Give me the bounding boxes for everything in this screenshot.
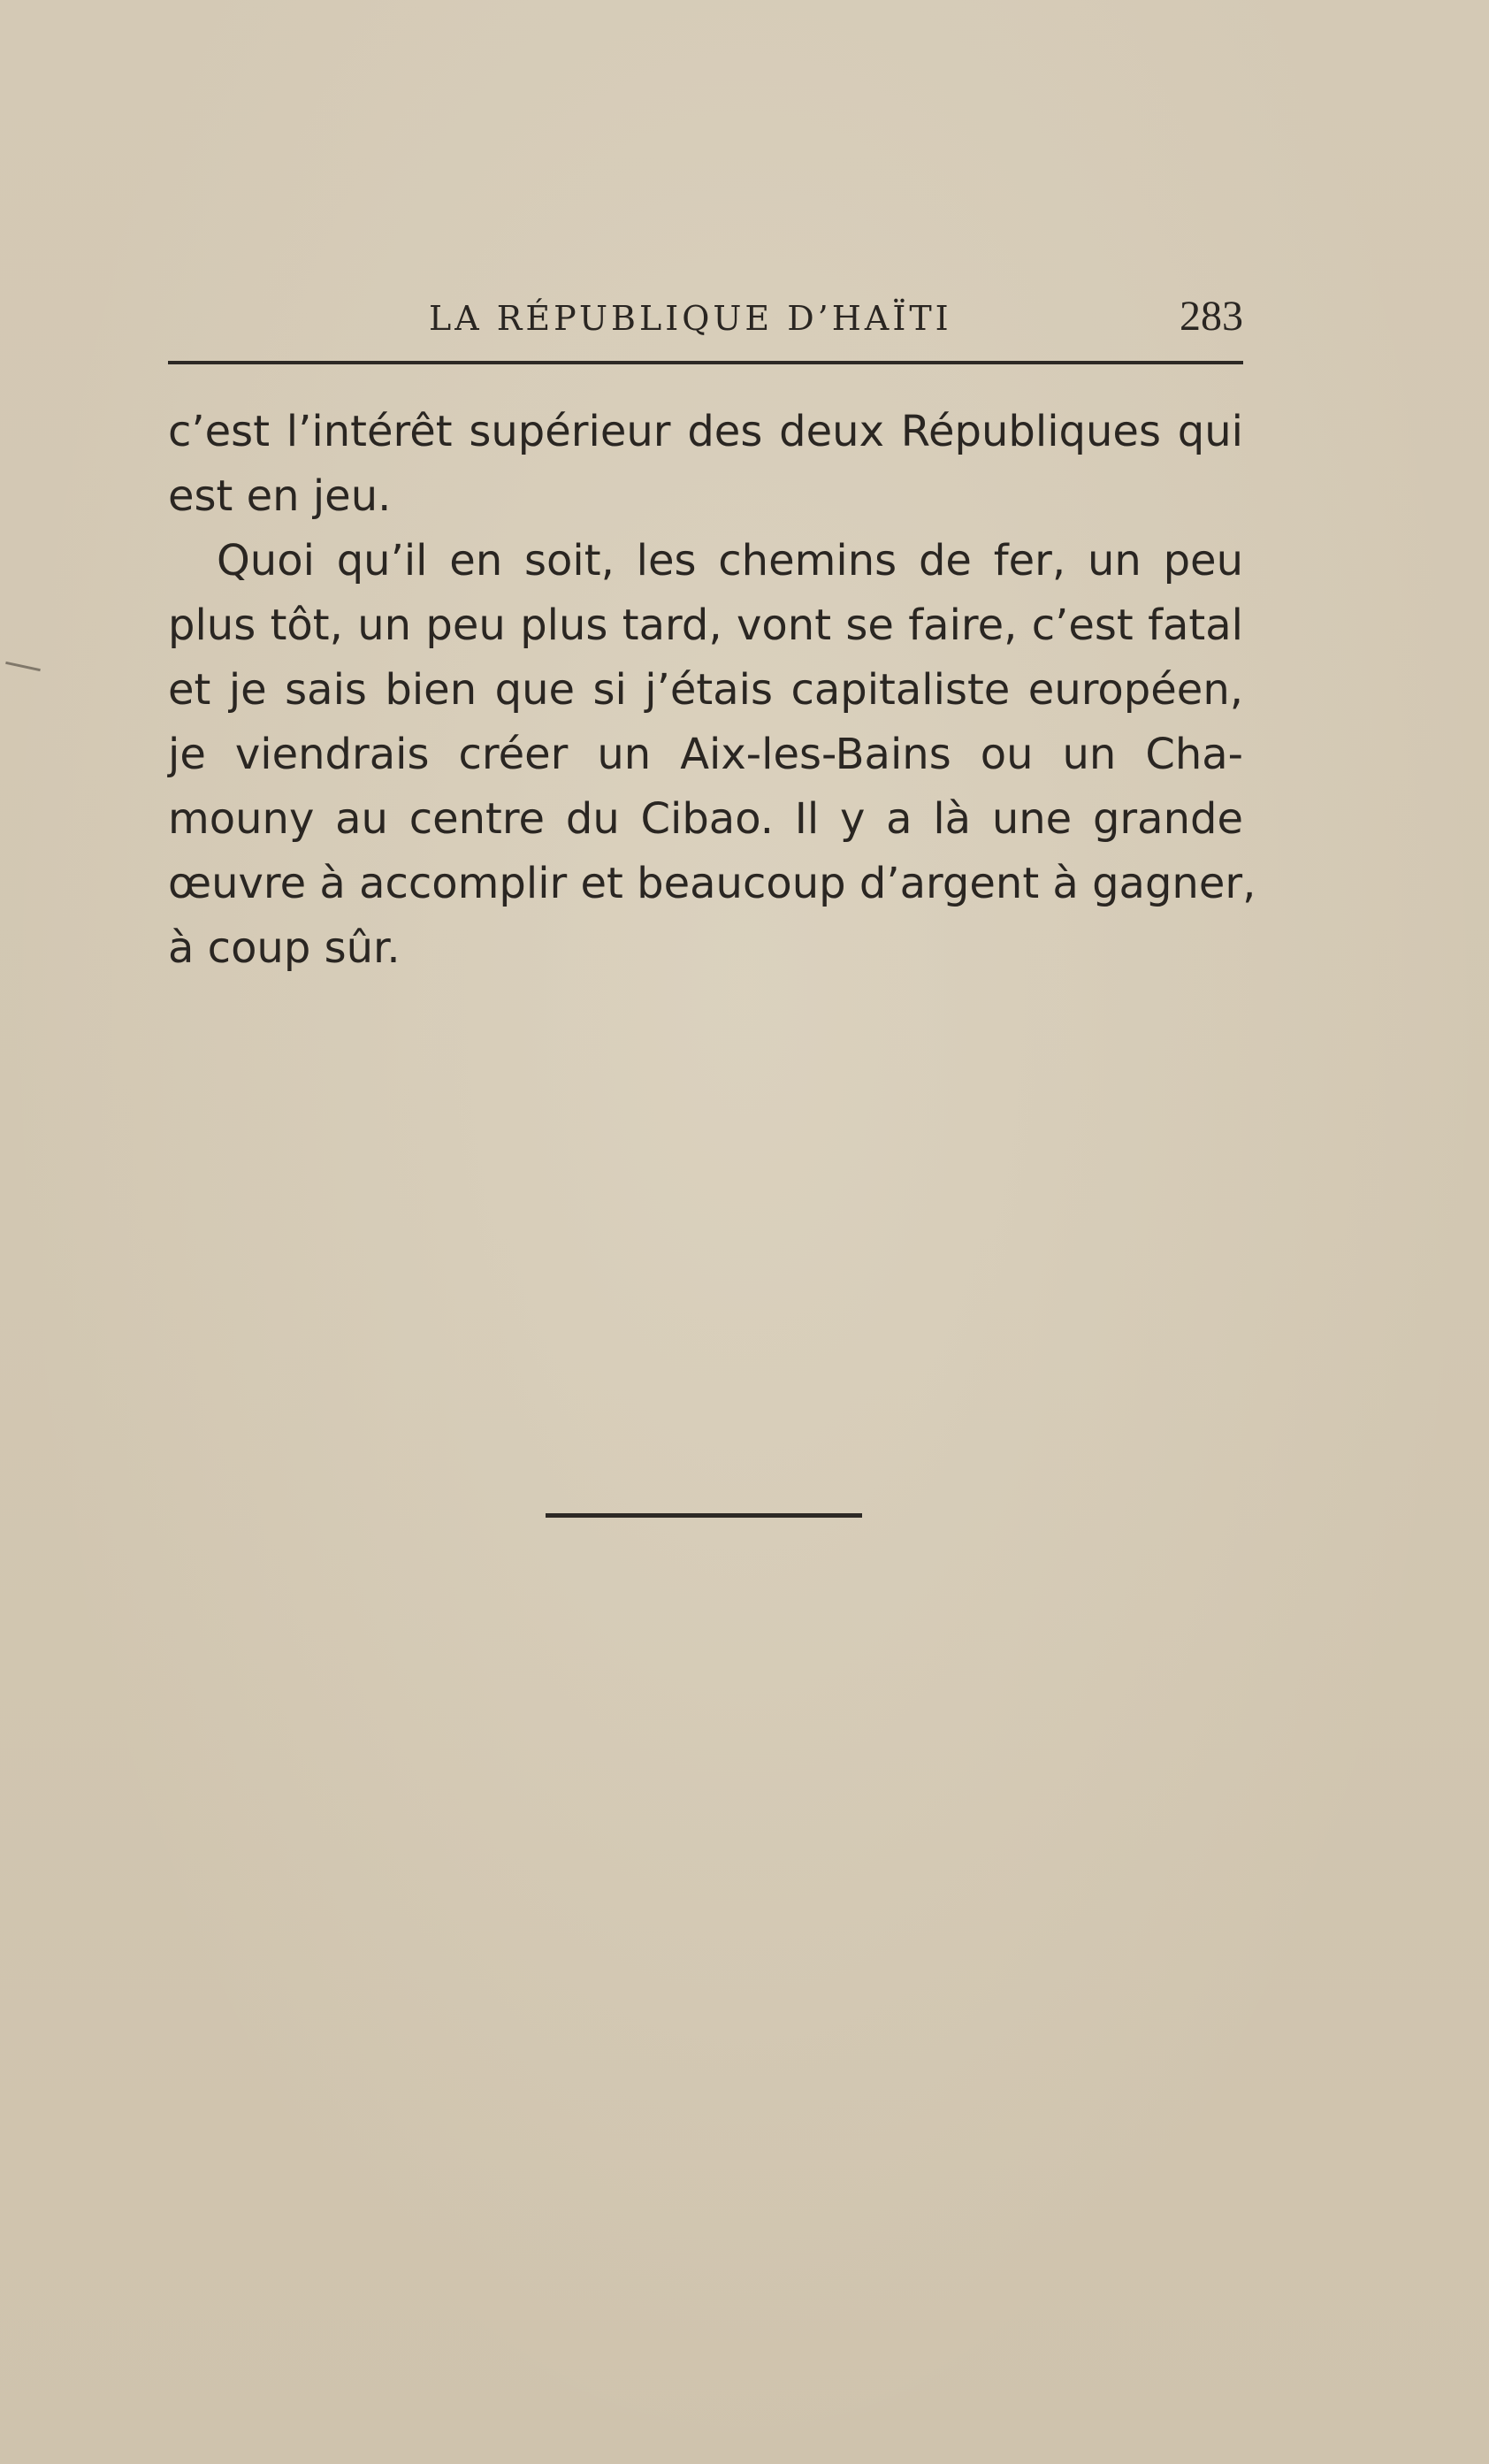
text-line: je viendrais créer un Aix-les-Bains ou un Cha- — [168, 730, 1243, 779]
header-rule — [168, 361, 1243, 364]
running-head — [168, 292, 1243, 363]
running-head-title: LA RÉPUBLIQUE D’HAÏTI — [429, 299, 952, 338]
page-number: 283 — [1180, 293, 1243, 340]
text-line: est en jeu. — [168, 471, 392, 521]
text-line: Quoi qu’il en soit, les chemins de fer, un peu — [217, 536, 1243, 585]
text-line: mouny au centre du Cibao. Il y a là une grande — [168, 794, 1243, 844]
body-text — [168, 400, 1256, 981]
end-of-chapter-rule — [546, 1513, 862, 1518]
text-line: c’est l’intérêt supérieur des deux Républiques qui — [168, 407, 1243, 456]
text-line: à coup sûr. — [168, 923, 401, 973]
text-line: et je sais bien que si j’étais capitaliste européen, — [168, 665, 1243, 715]
text-line: œuvre à accomplir et beaucoup d’argent à gagner, — [168, 859, 1256, 908]
margin-mark — [5, 662, 41, 671]
text-line: plus tôt, un peu plus tard, vont se faire, c’est fatal — [168, 601, 1243, 650]
